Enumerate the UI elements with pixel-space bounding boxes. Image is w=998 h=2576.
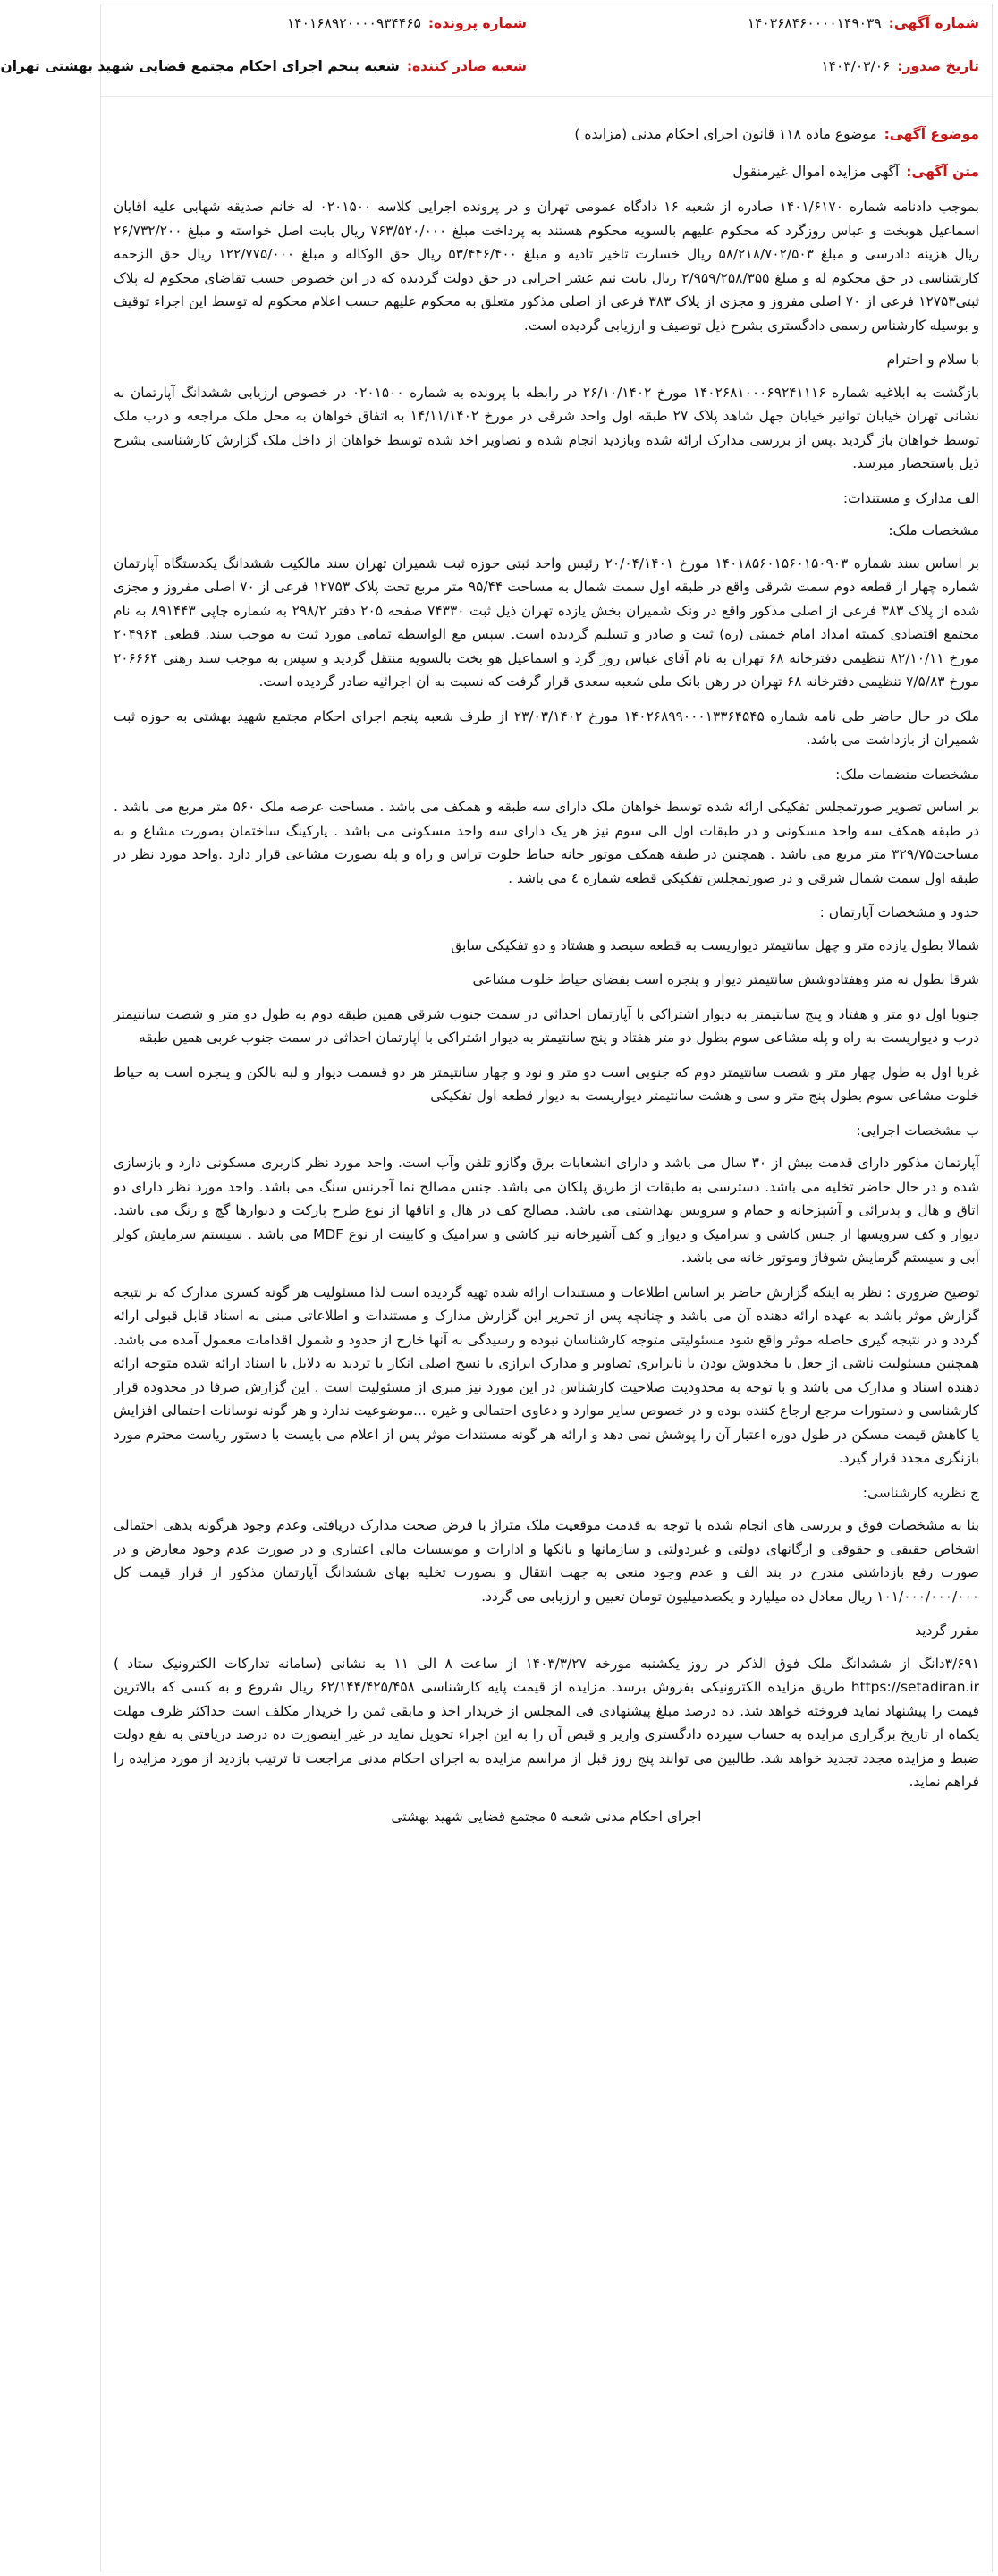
paragraph-auction: ۳/۶۹۱دانگ از ششدانگ ملک فوق الذکر در روز یکشنبه مورخه ۱۴۰۳/۳/۲۷ از ساعت ۸ الی ۱۱ به نشانی (سامانه تدارکات الکترونیک ستاد ) https://setadiran.ir طریق مزایده الکترونیکی بفروش برسد. مزایده از قیمت پایه کارشناسی ۶۲/۱۴۴/۴۲۵/۴۵۸ ریال شروع و به کسی که بالاترین قیمت را پیشنهاد نماید فروخته خواهد شد. ده درصد مبلغ پیشنهادی فی المجلس از خریدار اخذ و مابقی ثمن را خریدار مکلف است حداکثر ظرف مهلت یکماه از تاریخ برگزاری مزایده به حساب سپرده دادگستری واریز و قبض آن را به این اجراء تحویل نماید در غیر اینصورت ده درصد دریافتی به نفع دولت ضبط و مزایده مجدد تجدید خواهد شد. طالبین می توانند پنج روز قبل از مراسم مزایده به اجرای احکام مدنی مراجعت تا ترتیب بازدید از مورد مزایده را فراهم نماید.: [114, 1655, 980, 1790]
issuing-branch-label: شعبه صادر کننده:: [406, 58, 527, 74]
paragraph-intro: بموجب دادنامه شماره ۱۴۰۱/۶۱۷۰ صادره از شعبه ۱۶ دادگاه عمومی تهران و در پرونده اجرایی کلاسه ۰۲۰۱۵۰۰ له خانم صدیقه شهابی علیه آقایان اسماعیل هوبخت و عباس روزگرد که محکوم علیهم بالسویه محکوم هستند به پرداخت مبلغ ۷۶۳/۵۲۰/۰۰۰ ریال بابت اصل خواسته و مبلغ ۲۶/۷۳۲/۲۰۰ ریال هزینه دادرسی و مبلغ ۵۸/۲۱۸/۷۰۲/۵۰۳ ریال خسارت تاخیر تادیه و مبلغ ۵۳/۴۴۶/۴۰۰ ریال حق الوکاله و مبلغ ۱۲۲/۷۷۵/۰۰۰ ریال حق الزحمه کارشناسی در حق محکوم له و مبلغ ۲/۹۵۹/۲۵۸/۳۵۵ ریال بابت نیم عشر اجرایی در حق دولت گردیده که در این خصوص حسب تقاضای محکوم له پلاک ثبتی۱۲۷۵۳ فرعی از ۷۰ اصلی مفروز و مجزی از پلاک ۳۸۳ فرعی از اصلی مذکور متعلق به محکوم علیهم حسب اعلام محکوم له توسط این اجراء توقیف و بوسیله کارشناس رسمی دادگستری بشرح ذیل توصیف و ارزیابی گردیده است.: [114, 199, 980, 334]
paragraph-execution: آپارتمان مذکور دارای قدمت بیش از ۳۰ سال می باشد و دارای انشعابات برق وگازو تلفن وآب است. واحد مورد نظر کاربری مسکونی دارد و بازسازی شده و در حال حاضر تخلیه می باشد. دسترسی به طبقات از طریق پلکان می باشد. جنس مصالح نما آجرنس سنگ می باشد. واحد مورد نظر دارای دو اتاق و هال و پذیرائی و آشپزخانه و حمام و سرویس بهداشتی می باشد. مصالح کف در هال و اتاقها از نوع طرح پارکت و دیوارها گچ و رنگ می باشد. دیوار و کف سرویسها از جنس کاشی و سرامیک و دیوار و کف آشپزخانه نیز کاشی و سرامیک و کابینت از نوع MDF می باشد . سیستم سرمایش کولر آبی و سیستم گرمایش شوفاژ وموتور خانه می باشد.: [114, 1155, 979, 1266]
notice-page: [0, 4, 993, 2572]
issuing-branch: [0, 56, 527, 76]
paragraph-disclaimer: توضیح ضروری : نظر به اینکه گزارش حاضر بر اساس اطلاعات و مستندات ارائه شده تهیه گردیده است لذا مسئولیت هر گونه کسری مدارک که بر نتیجه گزارش موثر باشد به عهده ارائه دهنده آن می باشد و چنانچه پس از تحریر این گزارش مدارک و مستندات و اطلاعاتی مبنی به اسناد قابل قبولی ارائه گردد و در نتیجه گیری حاصله موثر واقع شود مسئولیتی متوجه کارشناسان نبوده و رسیدگی به آنها خارج از حدود و شمول اقدامات معمول آمده می باشد. همچنین مسئولیت ناشی از جعل یا مخدوش بودن یا نابرابری تصاویر و مدارک ابرازی با نسخ اصلی انکار یا تردید به دلایل یا اسناد ارائه شده متوجه ارائه دهنده اسناد و مدارک می باشد و با توجه به محدودیت صلاحیت کارشناس در این مورد نیز مبری از مسئولیت است . این گزارش صرفا در محدوده قرار کارشناسی و دستورات مرجع ارجاع کننده بوده و در خصوص سایر موارد و دعاوی احتمالی و غیره ...موضوعیت ندارد و هر گونه نوسانات احتمالی افزایش یا کاهش قیمت مسکن در طول دوره اعتبار آن را پوشش نمی دهد و ارائه هر گونه مستندات موثر پس از اعلام می بایست با دستور ریاست محترم مورد بازنگری مجدد قرار گیرد.: [114, 1284, 979, 1466]
issue-date-value: ۱۴۰۳/۰۳/۰۶: [821, 58, 891, 74]
notice-header: [0, 4, 992, 97]
advertisement-number-label: شماره آگهی:: [888, 15, 979, 31]
section-boundaries-heading: حدود و مشخصات آپارتمان :: [819, 904, 979, 920]
paragraph-boundary-north: شمالا بطول یازده متر و چهل سانتیمتر دیواریست به قطعه سیصد و هشتاد و دو تفکیکی سابق: [451, 936, 979, 953]
notice-topic: [114, 123, 979, 145]
paragraph-seizure: ملک در حال حاضر طی نامه شماره ۱۴۰۲۶۸۹۹۰۰۰۱۳۳۶۴۵۴۵ مورخ ۲۳/۰۳/۱۴۰۲ از طرف شعبه پنجم اجرای احکام مجتمع شهید بهشتی به حوزه ثبت شمیران از بازداشت می باشد.: [114, 708, 979, 748]
paragraph-greeting: با سلام و احترام: [886, 352, 979, 368]
file-number: [287, 13, 527, 33]
section-opinion-heading: ج نظریه کارشناسی:: [862, 1484, 979, 1501]
notice-text-value: آگهی مزایده اموال غیرمنقول: [732, 164, 900, 180]
file-number-label: شماره پرونده:: [427, 15, 527, 31]
notice-signature: اجرای احکام مدنی شعبه ٥ مجتمع قضایی شهید بهشتی: [391, 1808, 702, 1825]
section-property-heading: مشخصات ملک:: [888, 522, 979, 538]
notice-text-title: [114, 161, 979, 182]
issue-date-label: تاریخ صدور:: [897, 58, 979, 74]
paragraph-deed: بر اساس سند شماره ۱۴۰۱۸۵۶۰۱۵۶۰۱۵۰۹۰۳ مورخ ۲۰/۰۴/۱۴۰۱ رئیس واحد ثبتی حوزه ثبت شمیران تهران سند مالکیت ششدانگ یکدستگاه آپارتمان شماره چهار از قطعه دوم سمت شرقی واقع در طبقه اول سمت شمال به مساحت ۹۵/۴۴ متر مربع تحت پلاک ۱۲۷۵۳ فرعی از ۷۰ اصلی مفروز و مجزی شده از پلاک ۳۸۳ فرعی از اصلی مذکور واقع در ونک شمیران بخش یازده تهران ذیل ثبت ۷۴۳۳۰ صفحه ۲۰۵ دفتر ۲۹۸/۲ به شماره چاپی ۸۹۱۴۴۳ به نام مجتمع اقتصادی کمیته امداد امام خمینی (ره) ثبت و صادر و تسلیم گردیده است. سپس مع الواسطه تمامی مورد ثبت به موجب سند. قطعی ۲۰۴۹۶۴ مورخ ۸۲/۱۰/۱۱ تنظیمی دفترخانه ۶۸ تهران به نام آقای عباس روز گرد و اسماعیل هو بخت بالسویه منتقل گردید و سپس به موجب سند رهنی ۲۰۶۶۶۴ مورخ ۷/۵/۸۳ تنظیمی دفترخانه ۶۸ تهران در رهن بانک ملی شعبه سعدی قرار گرفت که نسبت به آن اجرائیه صادر گردیده است.: [114, 555, 980, 690]
paragraph-boundary-west: غربا اول به طول چهار متر و شصت سانتیمتر دوم که جنوبی است دو متر و نود و چهار سانتیمتر هر دو قسمت دیوار و لبه بالکن و پنجره است به حیاط خلوت مشاعی سوم بطول پنج متر و سی و هشت سانتیمتر دیواریست به دیوار قطعه اول تفکیکی: [114, 1063, 979, 1104]
paragraph-boundary-south: جنوبا اول دو متر و هفتاد و پنج سانتیمتر به دیوار اشتراکی با آپارتمان احداثی در سمت جنوب شرقی همین طبقه دوم به طول دو متر و شصت سانتیمتر درب و دیواریست به راه و پله مشاعی سوم بطول دو متر هفتاد و پنج سانتیمتر به دیوار اشتراکی با آپارتمان احداثی در سمت جنوب غربی همین طبقه: [114, 1005, 979, 1046]
section-appurtenances-heading: مشخصات منضمات ملک:: [835, 766, 979, 783]
paragraph-return: بازگشت به ابلاغیه شماره ۱۴۰۲۶۸۱۰۰۰۶۹۲۴۱۱۱۶ مورخ ۲۶/۱۰/۱۴۰۲ در رابطه با پرونده به شماره ۰۲۰۱۵۰۰ در خصوص ارزیابی ششدانگ آپارتمان به نشانی تهران خیابان توانیر خیابان جهل شاهد پلاک ۲۷ طبقه اول واحد شرقی در مورخ ۱۴/۱۱/۱۴۰۲ به اتفاق خواهان به محل ملک مراجعه و درب ملک توسط خواهان باز گردید .پس از بررسی مدارک ارائه شده وبازدید انجام شده و تصاویر اخذ شده توسط خواهان از داخل ملک گزارش کارشناسی بشرح ذیل باستحضار میرسد.: [114, 384, 979, 471]
paragraph-boundary-east: شرقا بطول نه متر وهفتادوشش سانتیمتر دیوار و پنجره است بفضای حیاط خلوت مشاعی: [472, 971, 979, 987]
section-decided-heading: مقرر گردید: [915, 1623, 979, 1639]
paragraph-appurtenances: بر اساس تصویر صورتمجلس تفکیکی ارائه شده توسط خواهان ملک دارای سه طبقه و همکف می باشد . مساحت عرصه ملک ۵۶۰ متر مربع می باشد . در طبقه همکف سه واحد مسکونی و در طبقات اول الی سوم نیز هر یک دارای سه واحد مسکونی می باشد . پارکینگ ساختمان بصورت مشاع و به مساحت۳۲۹/۷۵ متر مربع می باشد . همچنین در طبقه همکف موتور خانه حیاط خلوت تراس و راه و پله بصورت مشاعی قرار دارد .واحد مورد نظر در طبقه اول سمت شمال شرقی و در صورتمجلس تفکیکی قطعه شماره ٤ می باشد .: [114, 799, 980, 886]
section-execution-heading: ب مشخصات اجرایی:: [856, 1122, 979, 1139]
file-number-value: ۱۴۰۱۶۸۹۲۰۰۰۰۹۳۴۴۶۵: [286, 15, 421, 31]
advertisement-number: [748, 13, 979, 33]
notice-body: [114, 195, 979, 1828]
paragraph-opinion: بنا به مشخصات فوق و بررسی های انجام شده با توجه به قدمت موقعیت ملک متراژ با فرض صحت مدارک دریافتی وعدم وجود هرگونه بدهی احتمالی اشخاص حقیقی و حقوقی و ارگانهای دولتی و غیردولتی و سازمانها و بانکها و ادارات و موسسات مالی اعتباری و در صورت عدم وجود معارض و در صورت رفع بازداشتی مندرج در بند الف و عدم وجود منعی به جهت انتقال و بصورت تخلیه بهای ششدانگ آپارتمان مذکور از قرار قیمت کل ۱۰۱/۰۰۰/۰۰۰/۰۰۰ ریال معادل ده میلیارد و یکصدمیلیون تومان تعیین و ارزیابی می گردد.: [114, 1517, 979, 1605]
issue-date: [821, 56, 979, 76]
notice-topic-value: موضوع ماده ۱۱۸ قانون اجرای احکام مدنی (مزایده ): [574, 126, 877, 142]
section-documents-heading: الف مدارک و مستندات:: [842, 489, 979, 506]
notice-topic-label: موضوع آگهی:: [884, 126, 979, 142]
issuing-branch-value: شعبه پنجم اجرای احکام مجتمع قضایی شهید بهشتی تهران: [0, 58, 400, 74]
advertisement-number-value: ۱۴۰۳۶۸۴۶۰۰۰۰۱۴۹۰۳۹: [747, 15, 882, 31]
notice-text-label: متن آگهی:: [906, 164, 979, 180]
